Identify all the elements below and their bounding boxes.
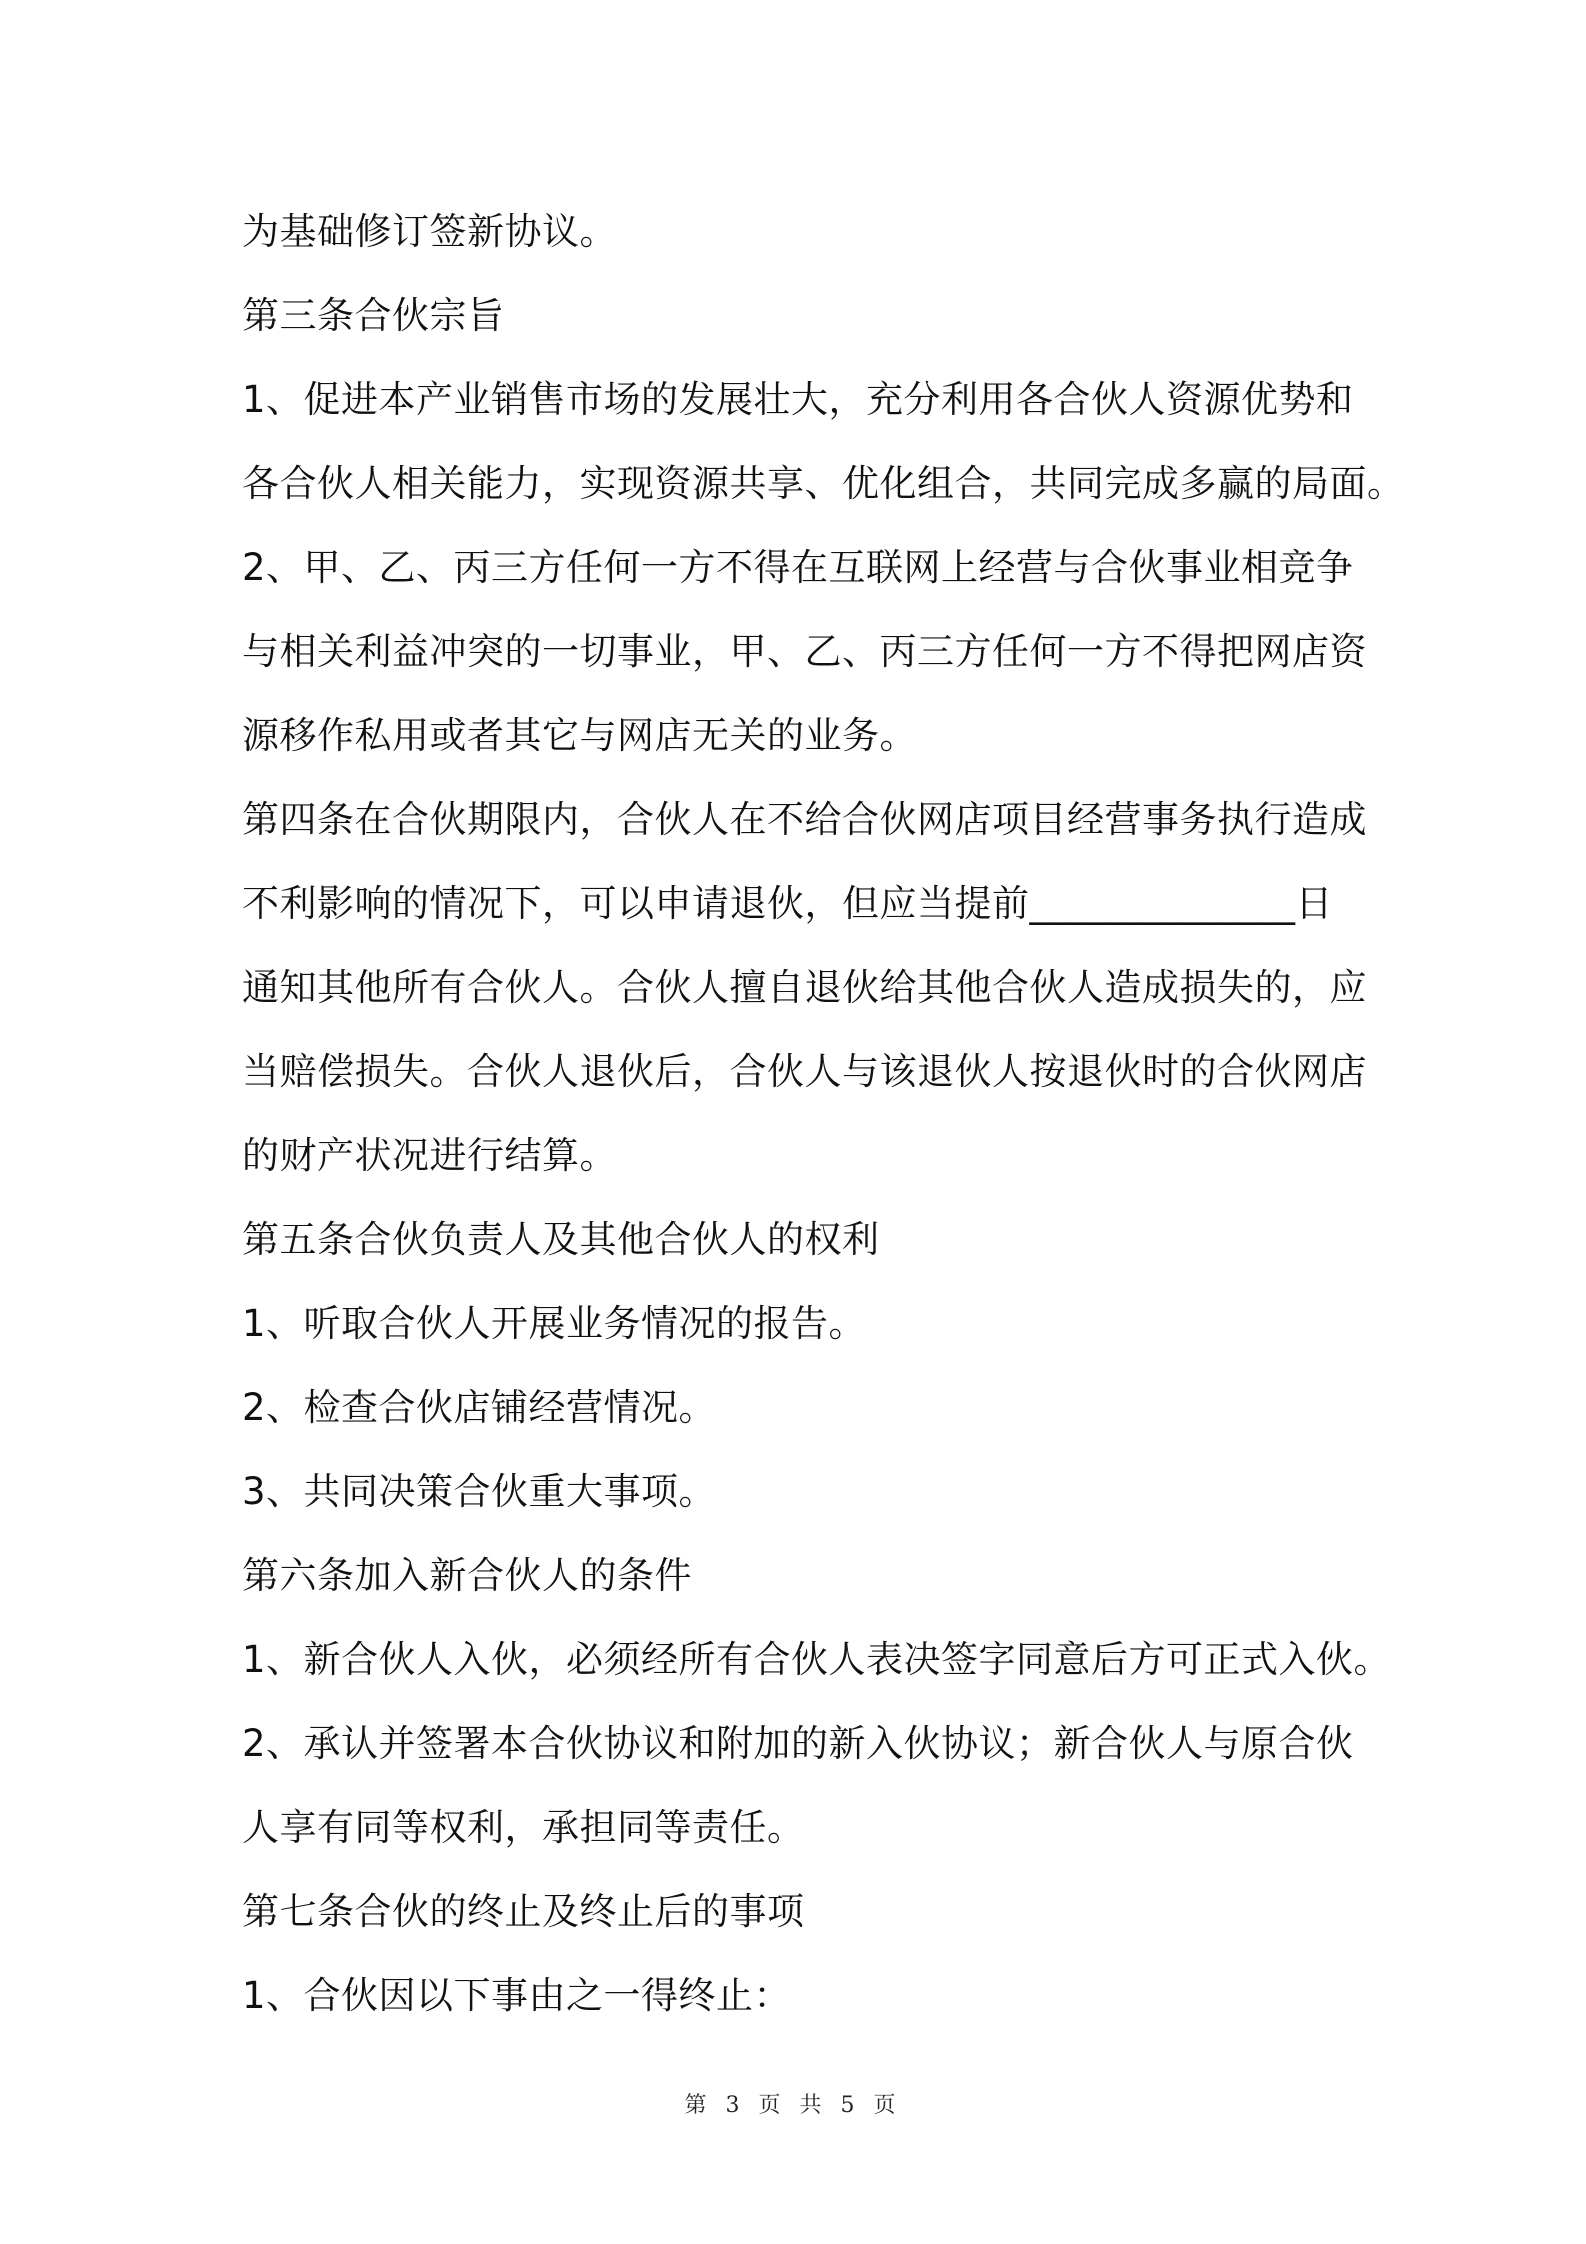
section-heading: 第五条合伙负责人及其他合伙人的权利 bbox=[242, 1218, 880, 1261]
section-heading: 第四条在合伙期限内，合伙人在不给合伙网店项目经营事务执行造成 bbox=[242, 798, 1367, 841]
text-line: 当赔偿损失。合伙人退伙后，合伙人与该退伙人按退伙时的合伙网店 bbox=[242, 1050, 1367, 1093]
text-line: 2、检查合伙店铺经营情况。 bbox=[242, 1386, 717, 1429]
text-line: 1、促进本产业销售市场的发展壮大，充分利用各合伙人资源优势和 bbox=[242, 378, 1354, 421]
text-line: 为基础修订签新协议。 bbox=[242, 210, 617, 253]
section-heading: 第七条合伙的终止及终止后的事项 bbox=[242, 1890, 805, 1933]
text-line: 3、共同决策合伙重大事项。 bbox=[242, 1470, 717, 1513]
text-line: 的财产状况进行结算。 bbox=[242, 1134, 617, 1177]
section-heading: 第六条加入新合伙人的条件 bbox=[242, 1554, 692, 1597]
section-heading: 第三条合伙宗旨 bbox=[242, 294, 505, 337]
text-line: 2、甲、乙、丙三方任何一方不得在互联网上经营与合伙事业相竞争 bbox=[242, 546, 1354, 589]
text-line: 1、新合伙人入伙，必须经所有合伙人表决签字同意后方可正式入伙。 bbox=[242, 1638, 1392, 1681]
text-line: 源移作私用或者其它与网店无关的业务。 bbox=[242, 714, 917, 757]
text-line: 与相关利益冲突的一切事业，甲、乙、丙三方任何一方不得把网店资 bbox=[242, 630, 1367, 673]
text-line: 不利影响的情况下，可以申请退伙，但应当提前______________日 bbox=[242, 882, 1333, 925]
text-line: 各合伙人相关能力，实现资源共享、优化组合，共同完成多赢的局面。 bbox=[242, 462, 1405, 505]
page-number-footer: 第 3 页 共 5 页 bbox=[684, 2093, 902, 2118]
text-line: 1、合伙因以下事由之一得终止： bbox=[242, 1974, 792, 2017]
text-line: 2、承认并签署本合伙协议和附加的新入伙协议；新合伙人与原合伙 bbox=[242, 1722, 1354, 1765]
document-body bbox=[242, 190, 1405, 2038]
text-line: 通知其他所有合伙人。合伙人擅自退伙给其他合伙人造成损失的，应 bbox=[242, 966, 1367, 1009]
text-line: 1、听取合伙人开展业务情况的报告。 bbox=[242, 1302, 867, 1345]
text-line: 人享有同等权利，承担同等责任。 bbox=[242, 1806, 805, 1849]
